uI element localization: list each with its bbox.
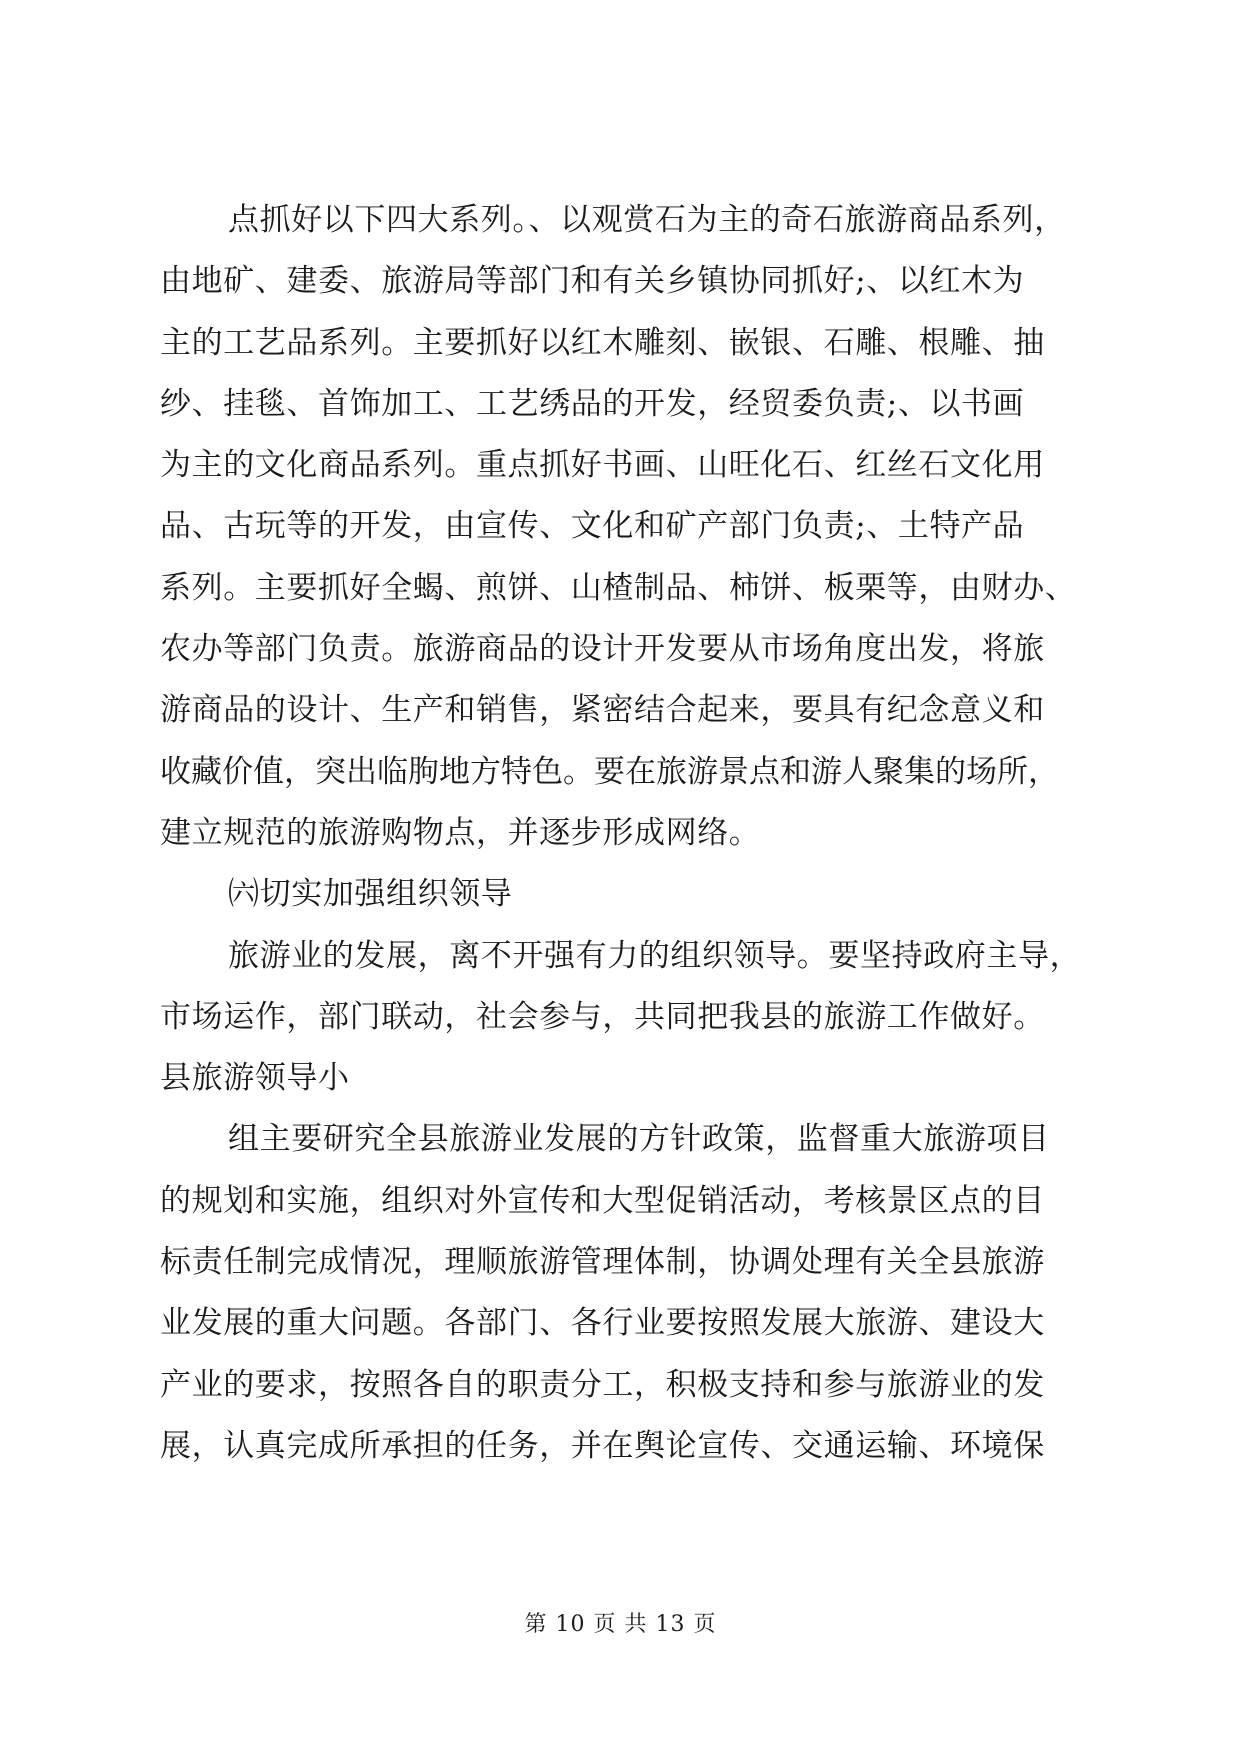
text-line-15: 县旅游领导小 xyxy=(160,1060,350,1097)
page-number-footer: 第 10 页 共 13 页 xyxy=(524,1612,717,1637)
text-line-2: 由地矿、建委、旅游局等部门和有关乡镇协同抓好;、以红木为 xyxy=(160,263,1025,300)
text-line-13: 旅游业的发展，离不开强有力的组织领导。要坚持政府主导， xyxy=(228,937,1082,974)
text-line-1: 点抓好以下四大系列。、以观赏石为主的奇石旅游商品系列， xyxy=(228,202,1066,238)
text-line-7: 系列。主要抓好全蝎、煎饼、山楂制品、柿饼、板栗等，由财办、 xyxy=(160,569,1077,606)
section-heading: ㈥切实加强组织领导 xyxy=(228,876,513,913)
text-line-14: 市场运作，部门联动，社会参与，共同把我县的旅游工作做好。 xyxy=(160,998,1045,1035)
text-line-4: 纱、挂毯、首饰加工、工艺绣品的开发，经贸委负责;、以书画 xyxy=(160,385,1025,422)
text-line-18: 标责任制完成情况，理顺旅游管理体制，协调处理有关全县旅游 xyxy=(160,1244,1045,1281)
text-line-9: 游商品的设计、生产和销售，紧密结合起来，要具有纪念意义和 xyxy=(160,692,1045,729)
text-line-16: 组主要研究全县旅游业发展的方针政策，监督重大旅游项目 xyxy=(228,1121,1050,1158)
text-line-19: 业发展的重大问题。各部门、各行业要按照发展大旅游、建设大 xyxy=(160,1305,1045,1342)
text-line-11: 建立规范的旅游购物点，并逐步形成网络。 xyxy=(160,814,761,851)
text-line-21: 展，认真完成所承担的任务，并在舆论宣传、交通运输、环境保 xyxy=(160,1427,1045,1464)
text-line-20: 产业的要求，按照各自的职责分工，积极支持和参与旅游业的发 xyxy=(160,1366,1045,1403)
text-line-6: 品、古玩等的开发，由宣传、文化和矿产部门负责;、土特产品 xyxy=(160,508,1025,545)
document-body xyxy=(160,190,1090,1477)
text-line-3: 主的工艺品系列。主要抓好以红木雕刻、嵌银、石雕、根雕、抽 xyxy=(160,324,1045,361)
text-line-10: 收藏价值，突出临朐地方特色。要在旅游景点和游人聚集的场所， xyxy=(160,753,1059,790)
text-line-8: 农办等部门负责。旅游商品的设计开发要从市场角度出发，将旅 xyxy=(160,631,1045,668)
text-line-17: 的规划和实施，组织对外宣传和大型促销活动，考核景区点的目 xyxy=(160,1182,1045,1219)
text-line-5: 为主的文化商品系列。重点抓好书画、山旺化石、红丝石文化用 xyxy=(160,447,1045,484)
